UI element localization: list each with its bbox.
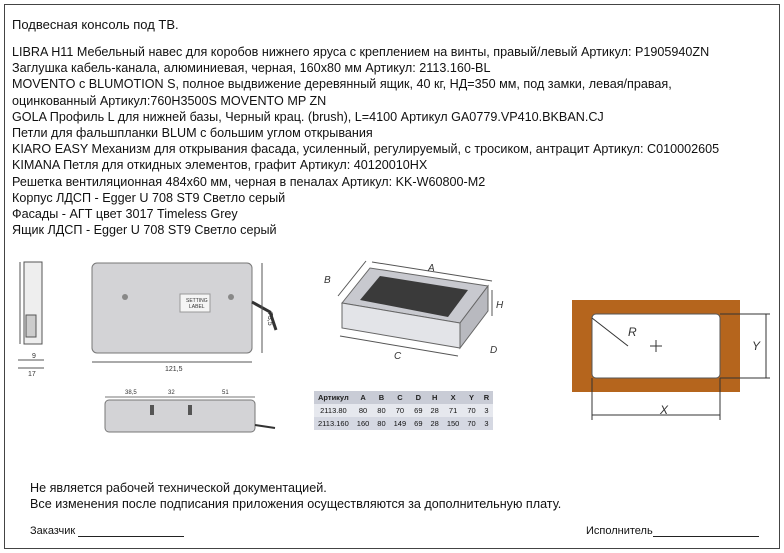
table-cell: 3 — [480, 404, 493, 417]
table-cell: 80 — [373, 417, 389, 430]
spec-line: Фасады - АГТ цвет 3017 Timeless Grey — [12, 207, 238, 222]
setting-label-line1: SETTING — [186, 298, 208, 304]
spec-line: Заглушка кабель-канала, алюминиевая, черная, 160x80 мм Артикул: 2113.160-BL — [12, 61, 491, 76]
table-header: C — [390, 391, 411, 404]
cut-y: Y — [752, 339, 761, 353]
cut-x: X — [660, 403, 669, 417]
spec-line: Корпус ЛДСП - Egger U 708 ST9 Светло серый — [12, 190, 286, 205]
iso-d: D — [490, 345, 498, 356]
dimensions-table — [314, 391, 493, 430]
spec-line: Ящик ЛДСП - Egger U 708 ST9 Светло серый — [12, 223, 277, 238]
note-line: Не является рабочей технической документацией. — [30, 481, 327, 495]
customer-label: Заказчик — [30, 525, 76, 537]
spec-line: GOLA Профиль L для нижней базы, Черный крац. (brush), L=4100 Артикул GA0779.VP410.BKBAN.CJ — [12, 109, 604, 124]
dim-width: 121,5 — [165, 366, 183, 373]
table-header: Y — [463, 391, 479, 404]
table-cell: 149 — [390, 417, 411, 430]
spec-line: KIMANA Петля для откидных элементов, графит Артикул: 40120010HX — [12, 158, 428, 173]
spec-line: LIBRA H11 Мебельный навес для коробов нижнего яруса с креплением на винты, правый/левый Артикул: P1905940ZN — [12, 45, 710, 59]
front-view-drawing — [92, 263, 276, 362]
table-header: Артикул — [314, 391, 353, 404]
bottom-view-drawing — [105, 397, 275, 432]
table-header-row — [314, 391, 493, 404]
customer-signature-line — [78, 524, 184, 537]
table-row — [314, 417, 493, 430]
table-cell: 3 — [480, 417, 493, 430]
table-header: A — [353, 391, 374, 404]
isometric-cable-channel — [338, 261, 492, 356]
dim-height: 73,5 — [266, 312, 273, 326]
cutout-diagram — [572, 300, 770, 420]
dim-bottom-c: 51 — [222, 390, 229, 396]
table-cell: 80 — [353, 404, 374, 417]
table-header: D — [410, 391, 426, 404]
dim-bottom-a: 38,5 — [125, 390, 137, 396]
customer-signature — [30, 524, 184, 537]
page-title: Подвесная консоль под ТВ. — [12, 17, 179, 32]
spec-list — [12, 44, 772, 238]
contractor-signature — [586, 524, 759, 537]
spec-line: MOVENTO с BLUMOTION S, полное выдвижение деревянный ящик, 40 кг, НД=350 мм, под замки, левая/правая, оцинкованный Артикул:760H3500S MOVENTO MP ZN — [12, 77, 672, 108]
setting-label-line2: LABEL — [189, 304, 205, 310]
table-header: B — [373, 391, 389, 404]
table-cell: 2113.160 — [314, 417, 353, 430]
contractor-signature-line — [653, 524, 759, 537]
table-cell: 71 — [443, 404, 464, 417]
dim-side-17: 17 — [28, 371, 36, 378]
table-cell: 28 — [427, 417, 443, 430]
dim-side-9: 9 — [32, 353, 36, 360]
contractor-label: Исполнитель — [586, 525, 653, 537]
table-cell: 69 — [410, 417, 426, 430]
table-cell: 70 — [390, 404, 411, 417]
table-header: R — [480, 391, 493, 404]
spec-line: Петли для фальшпланки BLUM с большим углом открывания — [12, 126, 373, 141]
spec-line: Решетка вентиляционная 484x60 мм, черная в пеналах Артикул: KK-W60800-M2 — [12, 174, 486, 189]
dim-bottom-b: 32 — [168, 390, 175, 396]
iso-a: A — [428, 263, 435, 274]
iso-b: B — [324, 275, 331, 286]
cut-r: R — [628, 325, 637, 339]
spec-line: KIARO EASY Механизм для открывания фасада, усиленный, регулируемый, с тросиком, антрацит Артикул: C010002605 — [12, 142, 720, 157]
table-cell: 2113.80 — [314, 404, 353, 417]
note-line: Все изменения после подписания приложения осуществляются за дополнительную плату. — [30, 497, 562, 511]
table-header: H — [427, 391, 443, 404]
table-cell: 70 — [463, 417, 479, 430]
table-header: X — [443, 391, 464, 404]
disclaimer-notes — [30, 480, 561, 512]
table-cell: 80 — [373, 404, 389, 417]
table-cell: 70 — [463, 404, 479, 417]
side-view-drawing — [18, 262, 44, 368]
iso-c: C — [394, 351, 402, 362]
table-cell: 28 — [427, 404, 443, 417]
iso-h: H — [496, 300, 504, 311]
table-row — [314, 404, 493, 417]
table-cell: 150 — [443, 417, 464, 430]
table-cell: 69 — [410, 404, 426, 417]
table-cell: 160 — [353, 417, 374, 430]
